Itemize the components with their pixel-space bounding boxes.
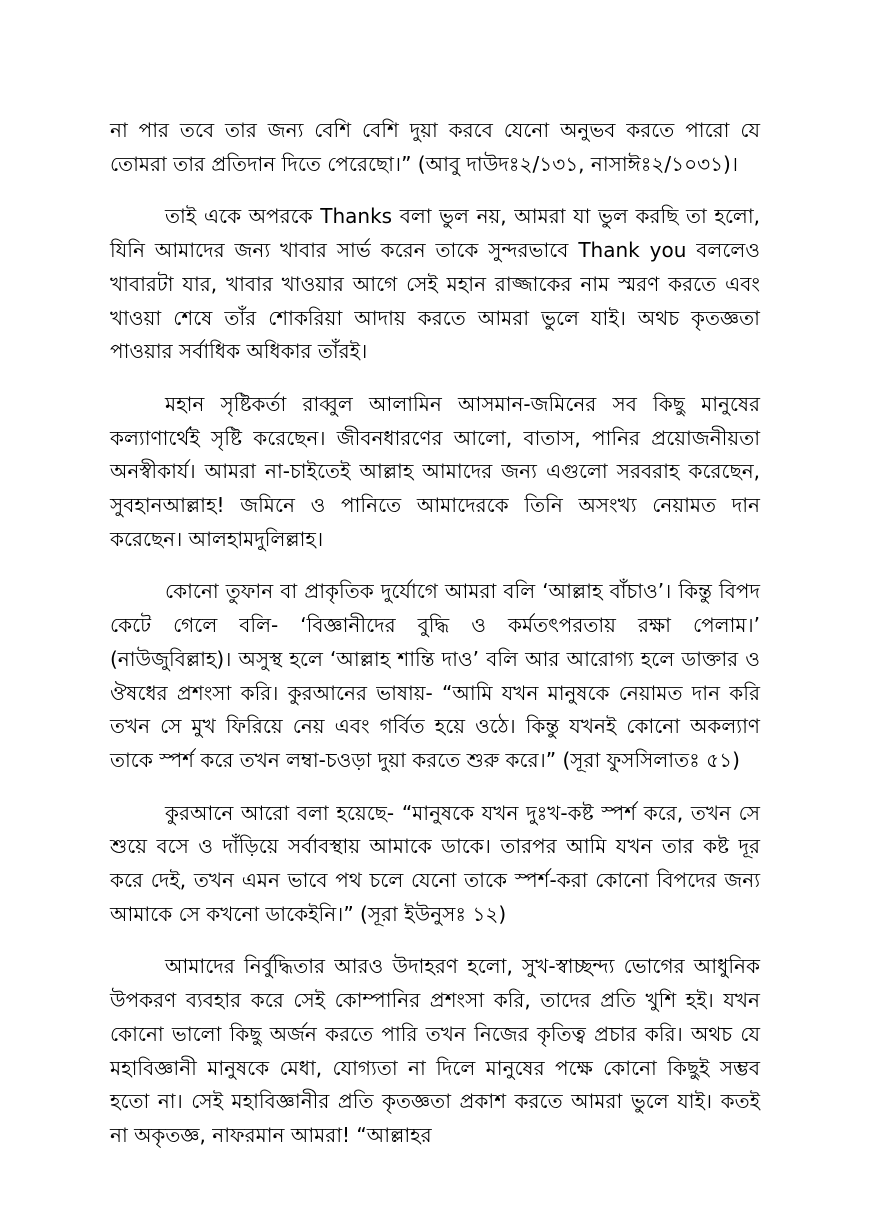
paragraph-5: কুরআনে আরো বলা হয়েছে- “মানুষকে যখন দুঃখ-কষ্ট স্পর্শ করে, তখন সে শুয়ে বসে ও দাঁড়িয়ে সর্বাবস্থায় আমাকে ডাকে। তারপর আমি যখন তার কষ্ট দূর করে দেই, তখন এমন ভাবে পথ চলে যেনো তাকে স্পর্শ-করা কোনো বিপদের জন্য আমাকে সে কখনো ডাকেইনি।” (সূরা ইউনুসঃ ১২) xyxy=(110,800,760,926)
document-page xyxy=(110,114,760,1172)
paragraph-2: তাই একে অপরকে Thanks বলা ভুল নয়, আমরা যা ভুল করছি তা হলো, যিনি আমাদের জন্য খাবার সার্ভ করেন তাকে সুন্দরভাবে Thank you বললেও খাবারটা যার, খাবার খাওয়ার আগে সেই মহান রাজ্জাকের নাম স্মরণ করতে এবং খাওয়া শেষে তাঁর শোকরিয়া আদায় করতে আমরা ভুলে যাই। অথচ কৃতজ্ঞতা পাওয়ার সর্বাধিক অধিকার তাঁরই। xyxy=(110,204,760,364)
paragraph-6: আমাদের নির্বুদ্ধিতার আরও উদাহরণ হলো, সুখ-স্বাচ্ছন্দ্য ভোগের আধুনিক উপকরণ ব্যবহার করে সেই কোম্পানির প্রশংসা করি, তাদের প্রতি খুশি হই। যখন কোনো ভালো কিছু অর্জন করতে পারি তখন নিজের কৃতিত্ব প্রচার করি। অথচ যে মহাবিজ্ঞানী মানুষকে মেধা, যোগ্যতা না দিলে মানুষের পক্ষে কোনো কিছুই সম্ভব হতো না। সেই মহাবিজ্ঞানীর প্রতি কৃতজ্ঞতা প্রকাশ করতে আমরা ভুলে যাই। কতই না অকৃতজ্ঞ, নাফরমান আমরা! “আল্লাহর xyxy=(110,954,760,1147)
paragraph-4: কোনো তুফান বা প্রাকৃতিক দুর্যোগে আমরা বলি ‘আল্লাহ বাঁচাও’। কিন্তু বিপদ কেটে গেলে বলি- ‘বিজ্ঞানীদের বুদ্ধি ও কর্মতৎপরতায় রক্ষা পেলাম।’ (নাউজুবিল্লাহ)। অসুস্থ হলে ‘আল্লাহ শান্তি দাও’ বলি আর আরোগ্য হলে ডাক্তার ও ঔষধের প্রশংসা করি। কুরআনের ভাষায়- “আমি যখন মানুষকে নেয়ামত দান করি তখন সে মুখ ফিরিয়ে নেয় এবং গর্বিত হয়ে ওঠে। কিন্তু যখনই কোনো অকল্যাণ তাকে স্পর্শ করে তখন লম্বা-চওড়া দুয়া করতে শুরু করে।” (সূরা ফুসসিলাতঃ ৫১) xyxy=(110,579,760,772)
paragraph-1: না পার তবে তার জন্য বেশি বেশি দুয়া করবে যেনো অনুভব করতে পারো যে তোমরা তার প্রতিদান দিতে পেরেছো।” (আবু দাউদঃ২/১৩১, নাসাঈঃ২/১০৩১)। xyxy=(110,118,760,176)
paragraph-3: মহান সৃষ্টিকর্তা রাব্বুল আলামিন আসমান-জমিনের সব কিছু মানুষের কল্যাণার্থেই সৃষ্টি করেছেন। জীবনধারণের আলো, বাতাস, পানির প্রয়োজনীয়তা অনস্বীকার্য। আমরা না-চাইতেই আল্লাহ আমাদের জন্য এগুলো সরবরাহ করেছেন, সুবহানআল্লাহ! জমিনে ও পানিতে আমাদেরকে তিনি অসংখ্য নেয়ামত দান করেছেন। আলহামদুলিল্লাহ। xyxy=(110,391,760,551)
